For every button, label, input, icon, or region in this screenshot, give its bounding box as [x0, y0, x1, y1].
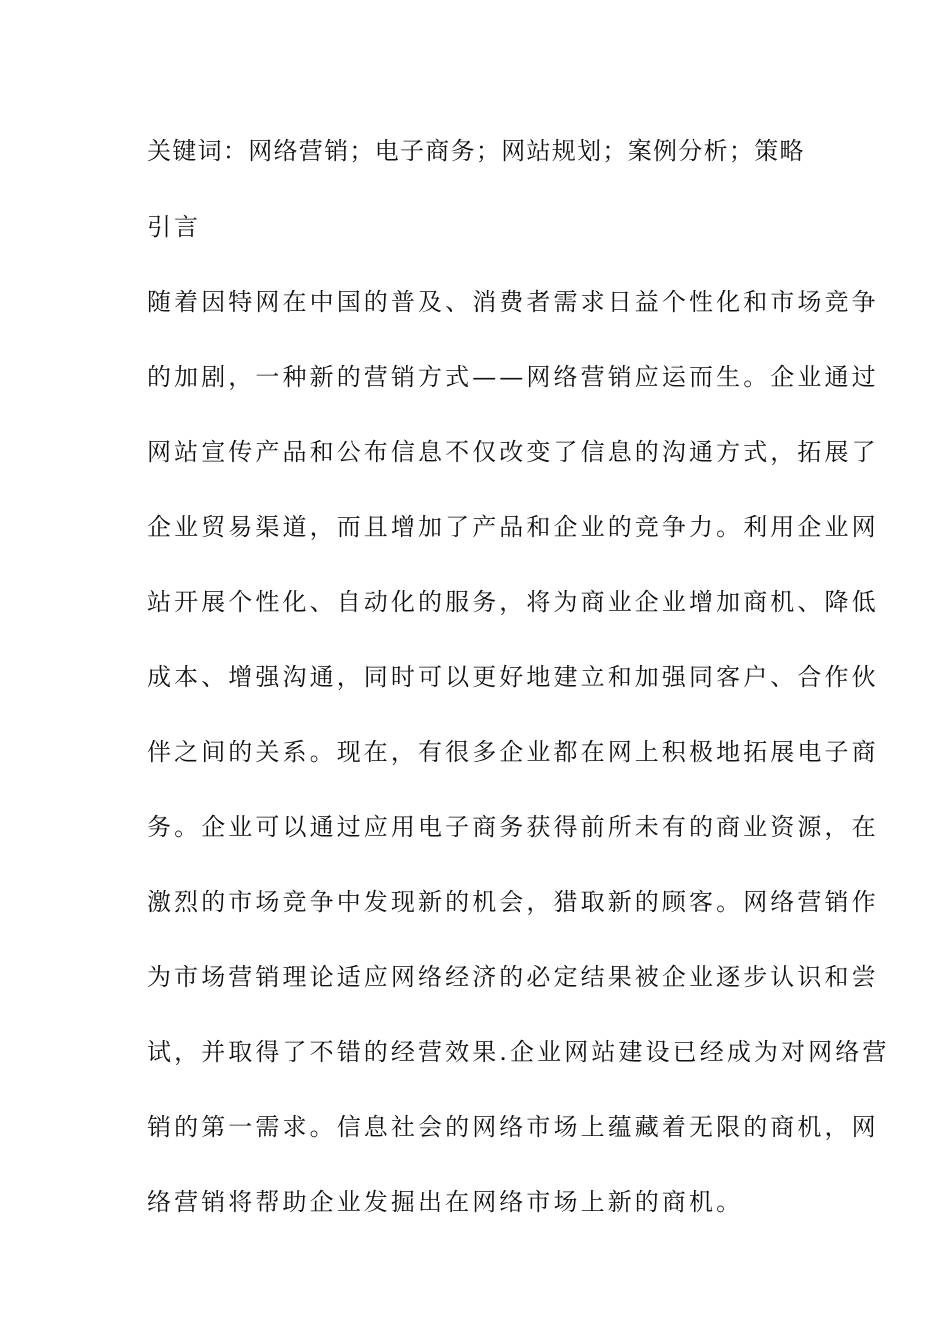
- paragraph-line: 网站宣传产品和公布信息不仅改变了信息的沟通方式，拓展了: [147, 438, 879, 466]
- paragraph-line: 企业贸易渠道，而且增加了产品和企业的竞争力。利用企业网: [147, 513, 879, 541]
- keywords-line: 关键词：网络营销；电子商务；网站规划；案例分析；策略: [147, 137, 805, 165]
- paragraph-line: 站开展个性化、自动化的服务，将为商业企业增加商机、降低: [147, 588, 879, 616]
- paragraph-line: 销的第一需求。信息社会的网络市场上蕴藏着无限的商机，网: [147, 1113, 879, 1141]
- paragraph-line: 伴之间的关系。现在，有很多企业都在网上积极地拓展电子商: [147, 738, 879, 766]
- paragraph-line: 为市场营销理论适应网络经济的必定结果被企业逐步认识和尝: [147, 963, 879, 991]
- paragraph-line: 的加剧，一种新的营销方式——网络营销应运而生。企业通过: [147, 363, 879, 391]
- paragraph-line: 成本、增强沟通，同时可以更好地建立和加强同客户、合作伙: [147, 663, 879, 691]
- paragraph-line: 随着因特网在中国的普及、消费者需求日益个性化和市场竞争: [147, 288, 879, 316]
- section-heading: 引言: [147, 213, 201, 241]
- paragraph-line: 试，并取得了不错的经营效果.企业网站建设已经成为对网络营: [147, 1038, 890, 1066]
- paragraph-line: 激烈的市场竞争中发现新的机会，猎取新的顾客。网络营销作: [147, 888, 879, 916]
- paragraph-line: 务。企业可以通过应用电子商务获得前所未有的商业资源，在: [147, 813, 879, 841]
- paragraph-line: 络营销将帮助企业发掘出在网络市场上新的商机。: [147, 1188, 744, 1216]
